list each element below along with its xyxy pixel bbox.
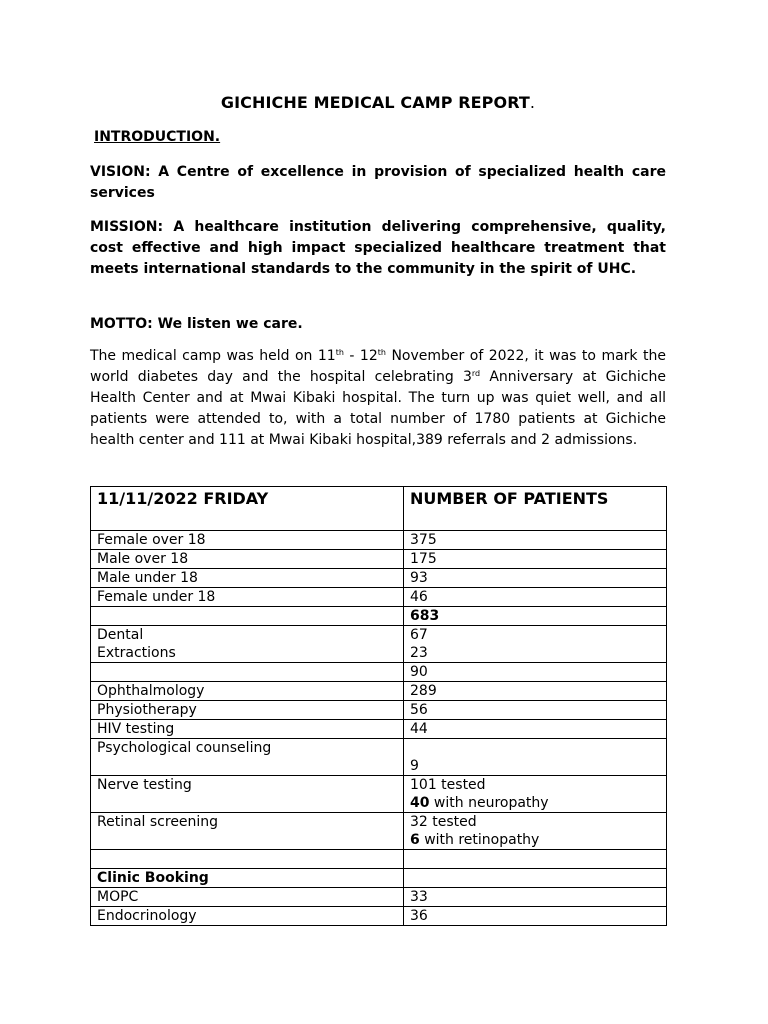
row-label — [91, 663, 404, 682]
table-row-counseling — [91, 739, 667, 776]
row-value: 44 — [404, 720, 667, 739]
motto-statement: MOTTO: We listen we care. — [90, 316, 303, 332]
table-row — [91, 888, 667, 907]
row-label — [91, 739, 404, 776]
counseling-value: 9 — [410, 758, 419, 774]
row-label: HIV testing — [91, 720, 404, 739]
row-value-total: 683 — [404, 607, 667, 626]
mission-statement: MISSION: A healthcare institution delivering comprehensive, quality, cost effective and high impact specialized healthcare treatment that meets international standards to the community in the spirit of UHC. — [90, 219, 666, 277]
row-value: 93 — [404, 569, 667, 588]
summary-text-4: Anniversary at Gichiche Health Center and at Mwai Kibaki hospital. The turn up was quiet well, and all patients were attended to, with a total number of 1780 patients at Gichiche health center and 111 at Mwai Kibaki hospital,389 referrals and 2 admissions. — [90, 369, 666, 448]
table-row-retinal — [91, 813, 667, 850]
report-title — [90, 93, 666, 112]
summary-superscript-2: th — [377, 348, 386, 357]
table-row — [91, 720, 667, 739]
summary-superscript-3: rd — [471, 369, 481, 378]
introduction-heading: INTRODUCTION. — [94, 129, 221, 145]
row-value: 375 — [404, 531, 667, 550]
row-value — [404, 776, 667, 813]
row-label: Male under 18 — [91, 569, 404, 588]
table-header-row — [91, 487, 667, 531]
nerve-tested: 101 tested — [410, 777, 486, 793]
retinopathy-text: with retinopathy — [419, 832, 540, 848]
row-label: Female under 18 — [91, 588, 404, 607]
summary-superscript-1: th — [335, 348, 344, 357]
clinic-booking-heading: Clinic Booking — [91, 869, 404, 888]
row-value: 56 — [404, 701, 667, 720]
table-row — [91, 701, 667, 720]
table-row — [91, 531, 667, 550]
row-label: Endocrinology — [91, 907, 404, 926]
table-row — [91, 907, 667, 926]
row-label: Retinal screening — [91, 813, 404, 850]
row-value: 289 — [404, 682, 667, 701]
header-date-cell: 11/11/2022 FRIDAY — [91, 487, 404, 531]
report-title-period: . — [529, 93, 536, 112]
row-label: Ophthalmology — [91, 682, 404, 701]
header-patients-cell: NUMBER OF PATIENTS — [404, 487, 667, 531]
retinal-tested: 32 tested — [410, 814, 477, 830]
table-row-section — [91, 869, 667, 888]
row-value: 175 — [404, 550, 667, 569]
row-value: 46 — [404, 588, 667, 607]
row-label: Physiotherapy — [91, 701, 404, 720]
counseling-label: Psychological counseling — [97, 740, 272, 756]
table-row — [91, 682, 667, 701]
report-title-text: GICHICHE MEDICAL CAMP REPORT — [220, 93, 530, 112]
row-label: Male over 18 — [91, 550, 404, 569]
row-label: Female over 18 — [91, 531, 404, 550]
row-value: 33 — [404, 888, 667, 907]
table-row — [91, 588, 667, 607]
row-label: Nerve testing — [91, 776, 404, 813]
row-label: MOPC — [91, 888, 404, 907]
table-row — [91, 663, 667, 682]
extractions-value: 23 — [410, 645, 428, 661]
row-label — [91, 626, 404, 663]
row-value — [404, 626, 667, 663]
nerve-neuropathy — [410, 794, 660, 812]
dental-value: 67 — [410, 627, 428, 643]
table-row-subtotal — [91, 607, 667, 626]
camp-summary-paragraph — [90, 346, 666, 451]
vision-statement: VISION: A Centre of excellence in provision of specialized health care services — [90, 164, 666, 201]
neuropathy-text: with neuropathy — [429, 795, 549, 811]
neuropathy-count: 40 — [410, 795, 430, 811]
summary-text-1: The medical camp was held on 11 — [90, 348, 336, 364]
patients-table — [90, 486, 667, 926]
table-row-dental — [91, 626, 667, 663]
row-value: 36 — [404, 907, 667, 926]
row-value: 90 — [404, 663, 667, 682]
row-value — [404, 813, 667, 850]
table-row — [91, 550, 667, 569]
table-row-empty — [91, 850, 667, 869]
summary-text-2: - 12 — [343, 348, 378, 364]
row-value — [404, 739, 667, 776]
row-label — [91, 850, 404, 869]
table-row — [91, 569, 667, 588]
summary-text-3: November of 2022, it was to mark the world diabetes day and the hospital celebrating 3 — [90, 348, 666, 385]
retinal-retinopathy — [410, 831, 660, 849]
row-value — [404, 850, 667, 869]
table-row-nerve — [91, 776, 667, 813]
retinopathy-count: 6 — [410, 832, 420, 848]
row-label — [91, 607, 404, 626]
extractions-label: Extractions — [97, 645, 176, 661]
row-value — [404, 869, 667, 888]
dental-label: Dental — [97, 627, 144, 643]
